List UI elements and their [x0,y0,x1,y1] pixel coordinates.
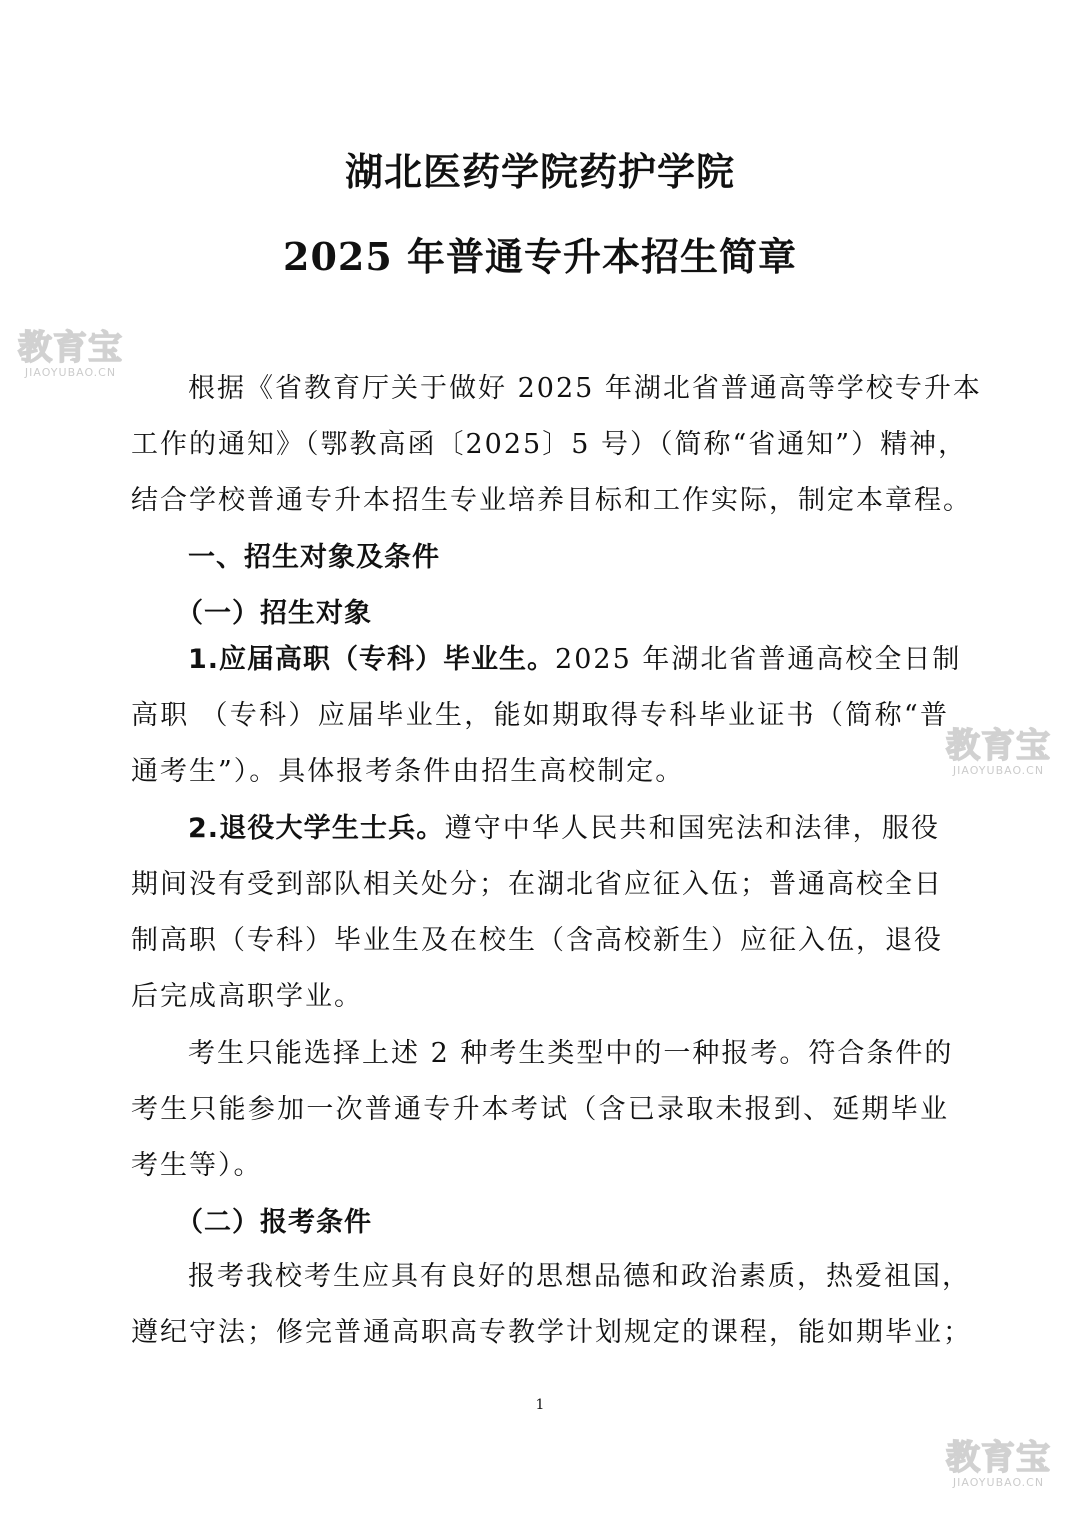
subsection-heading-2: （二）报考条件 [176,1207,372,1238]
note-line-2: 考生只能参加一次普通专升本考试（含已录取未报到、延期毕业 [131,1094,949,1125]
watermark-text-cn: 教育宝 [946,726,1051,766]
intro-line-2: 工作的通知》（鄂教高函〔2025〕5 号）（简称“省通知”）精神， [131,429,968,460]
item2-lead: 2.退役大学生士兵。 [188,813,445,844]
page-number: 1 [535,1397,545,1413]
item2-line-3: 制高职（专科）毕业生及在校生（含高校新生）应征入伍，退役 [131,925,943,956]
item1-line-3: 通考生”）。具体报考条件由招生高校制定。 [131,756,685,787]
watermark-text-cn: 教育宝 [18,328,123,368]
item1-line-1 [188,643,962,677]
item1-lead: 1.应届高职（专科）毕业生。 [188,644,556,675]
intro-line-1: 根据《省教育厅关于做好 2025 年湖北省普通高等学校专升本 [188,373,982,404]
document-title-line2: 2025 年普通专升本招生简章 [283,234,797,279]
subsection-heading-1: （一）招生对象 [176,598,372,629]
document-title-line1: 湖北医药学院药护学院 [344,149,735,194]
watermark-text-cn: 教育宝 [946,1438,1051,1478]
item1-line1-rest: 2025 年湖北省普通高校全日制 [555,644,962,675]
item1-line-2: 高职 （专科）应届毕业生，能如期取得专科毕业证书（简称“普 [131,700,949,731]
watermark-logo [18,330,123,379]
item2-line-2: 期间没有受到部队相关处分；在湖北省应征入伍；普通高校全日 [131,869,943,900]
note-line-3: 考生等）。 [131,1150,263,1181]
watermark-logo [946,1440,1051,1489]
conditions-line-1: 报考我校考生应具有良好的思想品德和政治素质，热爱祖国， [188,1261,971,1292]
watermark-text-en: JIAOYUBAO.CN [24,366,117,379]
watermark-text-en: JIAOYUBAO.CN [952,1476,1045,1489]
item2-line-4: 后完成高职学业。 [131,981,363,1012]
item2-line-1 [188,812,940,846]
item2-line1-rest: 遵守中华人民共和国宪法和法律，服役 [444,813,940,844]
watermark-logo [946,728,1051,777]
conditions-line-2: 遵纪守法；修完普通高职高专教学计划规定的课程，能如期毕业； [131,1317,972,1348]
intro-line-3: 结合学校普通专升本招生专业培养目标和工作实际，制定本章程。 [131,485,972,516]
watermark-text-en: JIAOYUBAO.CN [952,764,1045,777]
section-heading: 一、招生对象及条件 [188,542,440,573]
note-line-1: 考生只能选择上述 2 种考生类型中的一种报考。符合条件的 [188,1038,954,1069]
